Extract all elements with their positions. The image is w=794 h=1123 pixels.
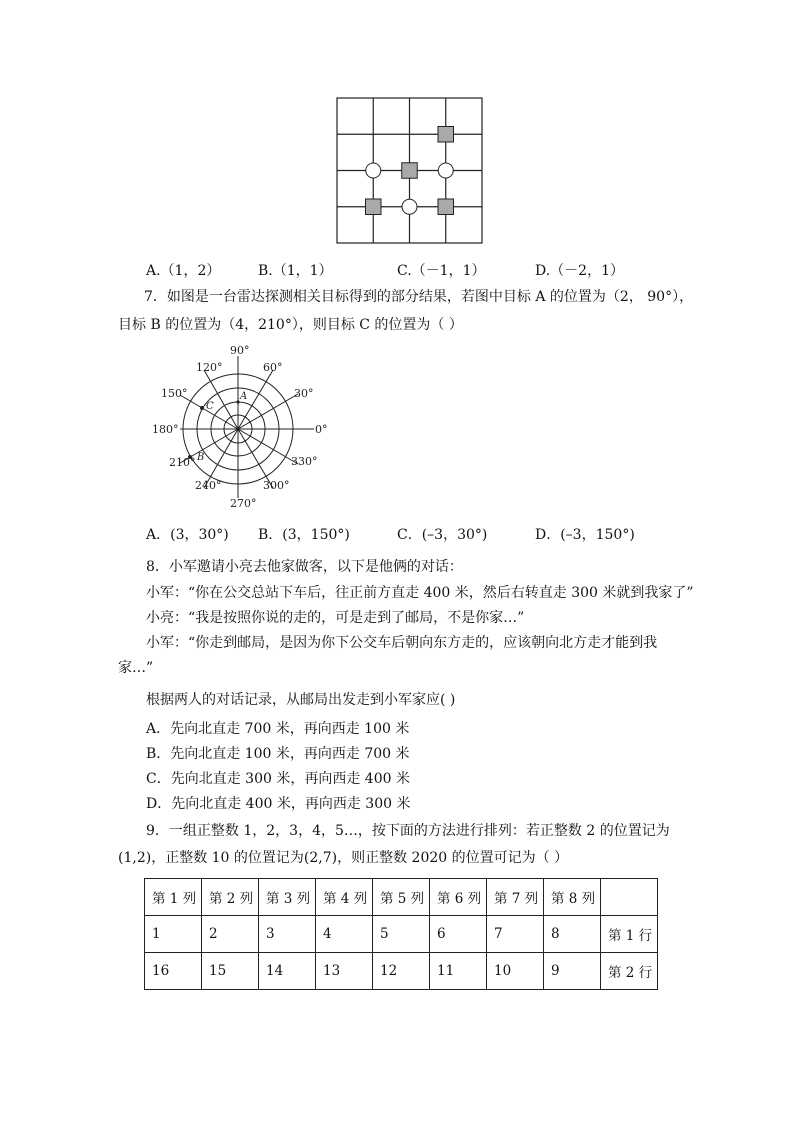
q8-dialog-3: 小军：“你走到邮局，是因为你下公交车后朝向东方走的，应该朝向北方走才能到我 [146, 635, 658, 651]
table-header-cell: 第 1 列 [145, 879, 202, 916]
radar-label-240: 240° [195, 479, 222, 492]
table-cell: 10 [487, 953, 544, 990]
table-cell: 6 [430, 916, 487, 953]
table-header-cell: 第 3 列 [259, 879, 316, 916]
table-cell: 11 [430, 953, 487, 990]
radar-name-b: B [197, 452, 205, 463]
radar-figure [150, 342, 330, 517]
q7-stem-line2: 目标 B 的位置为（4，210°），则目标 C 的位置为（ ） [118, 317, 463, 333]
radar-label-30: 30° [294, 387, 314, 400]
radar-name-a: A [240, 391, 248, 402]
q8-stem-line1: 8．小军邀请小亮去他家做客，以下是他俩的对话： [146, 559, 463, 575]
radar-label-270: 270° [230, 497, 257, 510]
table-cell: 9 [544, 953, 601, 990]
table-cell: 8 [544, 916, 601, 953]
board-figure [336, 97, 484, 245]
q8-dialog-1: 小军：“你在公交总站下车后，往正前方直走 400 米，然后右转直走 300 米就到我家了” [146, 585, 694, 601]
table-header-cell: 第 6 列 [430, 879, 487, 916]
table-header-cell: 第 7 列 [487, 879, 544, 916]
q6-option-b: B.（1，1） [258, 263, 333, 279]
table-header-cell: 第 5 列 [373, 879, 430, 916]
table-row [145, 953, 658, 990]
table-row-label: 第 2 行 [601, 953, 658, 990]
q6-option-c: C.（－1，1） [397, 263, 486, 279]
q8-question: 根据两人的对话记录，从邮局出发走到小军家应( ) [146, 692, 456, 708]
table-header-row [145, 879, 658, 916]
table-cell: 12 [373, 953, 430, 990]
table-header-cell [601, 879, 658, 916]
q9-stem-line1: 9．一组正整数 1，2，3，4，5…，按下面的方法进行排列：若正整数 2 的位置记为 [146, 823, 670, 839]
q6-option-a: A.（1，2） [146, 263, 221, 279]
q7-option-b: B．(3，150°) [258, 527, 350, 543]
table-row [145, 916, 658, 953]
q8-option-c: C．先向北直走 300 米，再向西走 400 米 [146, 771, 410, 787]
table-cell: 16 [145, 953, 202, 990]
radar-label-60: 60° [263, 361, 283, 374]
square-piece [438, 127, 454, 143]
q8-dialog-3-cont: 家…” [118, 660, 154, 676]
square-piece [366, 199, 382, 215]
radar-label-90: 90° [230, 344, 250, 357]
table-cell: 3 [259, 916, 316, 953]
radar-name-c: C [206, 401, 214, 412]
table-cell: 14 [259, 953, 316, 990]
table-cell: 15 [202, 953, 259, 990]
q7-option-d: D．(–3，150°) [535, 527, 635, 543]
radar-label-210: 210° [169, 456, 196, 469]
q8-dialog-2: 小亮：“我是按照你说的走的，可是走到了邮局，不是你家…” [146, 610, 525, 626]
table-header-cell: 第 2 列 [202, 879, 259, 916]
table-header-cell: 第 4 列 [316, 879, 373, 916]
table-cell: 13 [316, 953, 373, 990]
radar-label-120: 120° [196, 361, 223, 374]
q7-stem-line1: 7．如图是一台雷达探测相关目标得到的部分结果，若图中目标 A 的位置为（2， 90°）， [144, 289, 694, 305]
circle-piece [438, 163, 453, 178]
radar-label-150: 150° [161, 387, 188, 400]
table-cell: 2 [202, 916, 259, 953]
radar-label-180: 180° [152, 423, 179, 436]
radar-label-330: 330° [291, 455, 318, 468]
table-cell: 1 [145, 916, 202, 953]
table-row-label: 第 1 行 [601, 916, 658, 953]
radar-label-0: 0° [315, 423, 328, 436]
table-cell: 7 [487, 916, 544, 953]
square-piece [438, 199, 454, 215]
q8-option-a: A．先向北直走 700 米，再向西走 100 米 [146, 721, 410, 737]
table-cell: 5 [373, 916, 430, 953]
q8-option-d: D．先向北直走 400 米，再向西走 300 米 [146, 796, 411, 812]
q9-stem-line2: (1,2)，正整数 10 的位置记为(2,7)，则正整数 2020 的位置可记为（ ） [118, 850, 569, 866]
q7-option-a: A．(3，30°) [146, 527, 229, 543]
q7-option-c: C．(–3，30°) [397, 527, 488, 543]
square-piece [402, 163, 418, 179]
radar-label-300: 300° [263, 479, 290, 492]
q9-table [144, 878, 658, 990]
q6-option-d: D.（－2，1） [535, 263, 624, 279]
circle-piece [402, 199, 417, 214]
circle-piece [366, 163, 381, 178]
q8-option-b: B．先向北直走 100 米，再向西走 700 米 [146, 746, 410, 762]
table-cell: 4 [316, 916, 373, 953]
table-header-cell: 第 8 列 [544, 879, 601, 916]
radar-point-c [200, 406, 204, 410]
